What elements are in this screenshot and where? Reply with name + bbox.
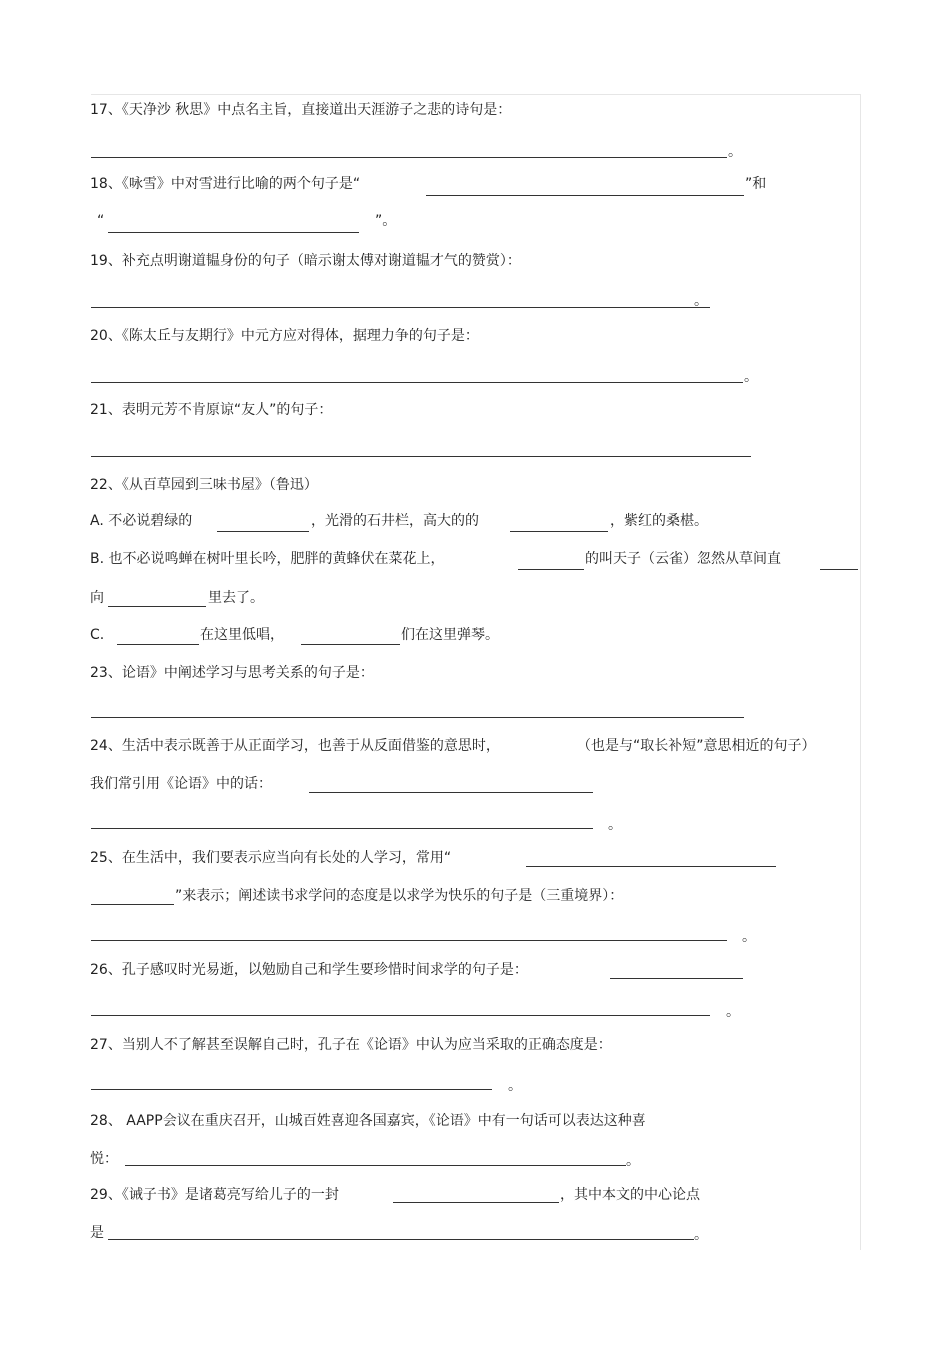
period: 。 [694, 1227, 708, 1243]
period: 。 [626, 1153, 640, 1169]
answer-blank-18a[interactable] [426, 195, 744, 196]
question-22a-part3: ，紫红的桑椹。 [610, 513, 708, 529]
question-22a-part1: A. 不必说碧绿的 [90, 513, 193, 529]
question-19: 19、补充点明谢道韫身份的句子（暗示谢太傅对谢道韫才气的赞赏）： [90, 253, 521, 269]
period: 。 [608, 817, 622, 833]
answer-blank-29a[interactable] [393, 1202, 559, 1203]
period: 。 [744, 369, 758, 385]
question-24-note: （也是与“取长补短”意思相近的句子） [577, 738, 816, 754]
question-22c-part3: 们在这里弹琴。 [401, 627, 499, 643]
question-22a-part2: ，光滑的石井栏，高大的的 [311, 513, 479, 529]
question-26: 26、孔子感叹时光易逝，以勉励自己和学生要珍惜时间求学的句子是： [90, 962, 528, 978]
answer-blank-25b[interactable] [91, 904, 174, 905]
answer-blank-25a[interactable] [526, 866, 776, 867]
answer-blank-19[interactable] [91, 307, 710, 308]
question-22c-label: C. [90, 627, 105, 643]
question-25: 25、在生活中，我们要表示应当向有长处的人学习，常用“ [90, 850, 452, 866]
answer-blank-22c-1[interactable] [117, 644, 199, 645]
question-25-line2: ”来表示；阐述读书求学问的态度是以求学为快乐的句子是（三重境界）： [175, 888, 624, 904]
period: 。 [728, 144, 742, 160]
close-quote: ”。 [375, 213, 397, 229]
question-24-line2: 我们常引用《论语》中的话： [90, 776, 272, 792]
answer-blank-25c[interactable] [91, 940, 727, 941]
period: 。 [742, 929, 756, 945]
question-17: 17、《天净沙 秋思》中点名主旨，直接道出天涯游子之悲的诗句是： [90, 102, 512, 118]
period: 。 [726, 1004, 740, 1020]
answer-blank-26a[interactable] [610, 978, 743, 979]
question-22c-part2: 在这里低唱， [200, 627, 284, 643]
answer-blank-27[interactable] [91, 1089, 492, 1090]
question-21: 21、表明元芳不肯原谅“友人”的句子： [90, 402, 333, 418]
answer-blank-22b-2[interactable] [820, 569, 858, 570]
answer-blank-29b[interactable] [108, 1239, 694, 1240]
question-29: 29、《诫子书》是诸葛亮写给儿子的一封 [90, 1187, 339, 1203]
answer-blank-22c-2[interactable] [301, 644, 400, 645]
page-border-right [860, 94, 861, 1250]
answer-blank-17[interactable] [91, 157, 727, 158]
page-border-top [91, 94, 861, 95]
question-22b-part3: 向 [90, 590, 104, 606]
answer-blank-20[interactable] [91, 382, 743, 383]
question-27: 27、当别人不了解甚至误解自己时，孔子在《论语》中认为应当采取的正确态度是： [90, 1037, 612, 1053]
question-24: 24、生活中表示既善于从正面学习，也善于从反面借鉴的意思时， [90, 738, 500, 754]
question-28-line2: 悦： [90, 1151, 118, 1167]
question-28: 28、 AAPP会议在重庆召开，山城百姓喜迎各国嘉宾，《论语》中有一句话可以表达这种喜 [90, 1113, 646, 1129]
period: 。 [508, 1078, 522, 1094]
answer-blank-22a-2[interactable] [510, 531, 608, 532]
answer-blank-22a-1[interactable] [217, 531, 309, 532]
question-20: 20、《陈太丘与友期行》中元方应对得体，据理力争的句子是： [90, 328, 479, 344]
question-23: 23、论语》中阐述学习与思考关系的句子是： [90, 665, 374, 681]
question-29-mid: ，其中本文的中心论点 [560, 1187, 700, 1203]
answer-blank-24a[interactable] [309, 792, 593, 793]
question-18: 18、《咏雪》中对雪进行比喻的两个句子是“ [90, 176, 361, 192]
answer-blank-22b-3[interactable] [108, 606, 206, 607]
answer-blank-21[interactable] [91, 456, 751, 457]
answer-blank-18b[interactable] [108, 232, 359, 233]
question-22-title: 22、《从百草园到三味书屋》（鲁迅） [90, 477, 318, 493]
answer-blank-28[interactable] [125, 1165, 626, 1166]
question-22b-part4: 里去了。 [208, 590, 264, 606]
question-18-mid: ”和 [745, 176, 767, 192]
open-quote: “ [97, 213, 105, 229]
question-29-line2: 是 [90, 1225, 104, 1241]
answer-blank-22b-1[interactable] [518, 569, 584, 570]
period: 。 [694, 293, 708, 309]
question-22b-part1: B. 也不必说鸣蝉在树叶里长吟，肥胖的黄蜂伏在菜花上， [90, 551, 445, 567]
answer-blank-24b[interactable] [91, 828, 593, 829]
question-22b-part2: 的叫天子（云雀）忽然从草间直 [585, 551, 781, 567]
answer-blank-26b[interactable] [91, 1015, 710, 1016]
answer-blank-23[interactable] [91, 717, 744, 718]
